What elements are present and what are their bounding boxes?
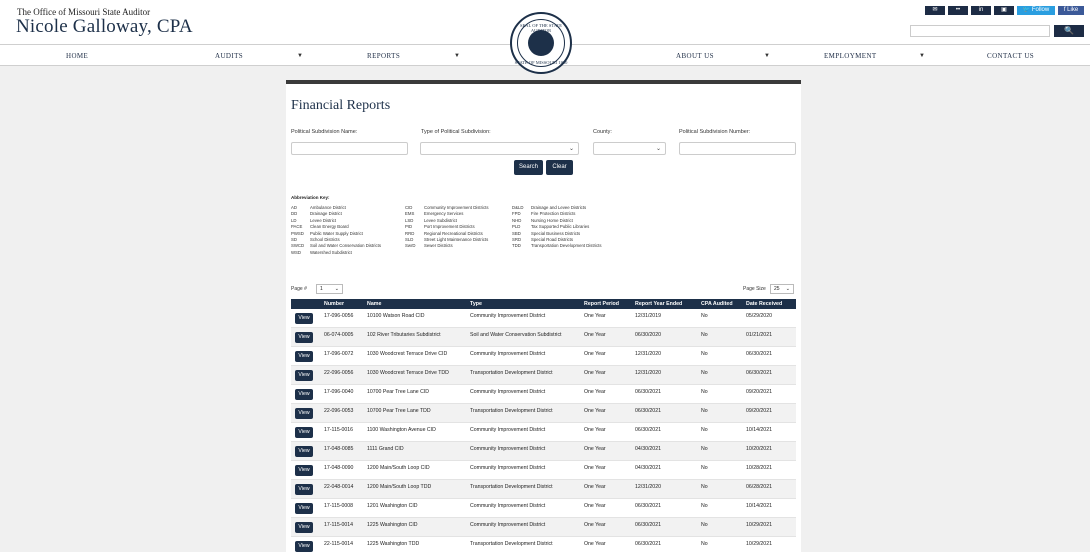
page-number-label: Page # (291, 286, 307, 292)
state-auditor-seal[interactable] (510, 12, 572, 74)
table-row (291, 480, 796, 499)
seal-text-top: SEAL OF THE STATE AUDITOR (519, 23, 563, 33)
cell-name: 1111 Grand CID (367, 446, 404, 452)
subdivision-type-label: Type of Political Subdivision: (421, 129, 491, 135)
cell-period: One Year (584, 332, 606, 338)
county-select[interactable] (593, 142, 666, 155)
abbreviation-item: SBD Special Business Districts (512, 230, 581, 236)
chevron-down-icon[interactable]: ▼ (919, 53, 925, 59)
chevron-down-icon: ⌄ (334, 286, 339, 292)
cell-type: Transportation Development District (470, 408, 553, 414)
cell-cpa-audited: No (701, 313, 708, 319)
cell-year-ended: 12/31/2019 (635, 313, 661, 319)
cell-name: 10700 Pear Tree Lane CID (367, 389, 430, 395)
cell-name: 1200 Main/South Loop CID (367, 465, 430, 471)
cell-period: One Year (584, 446, 606, 452)
abbreviation-item: SLD Street Light Maintenance Districts (405, 237, 489, 243)
abbreviation-key-title: Abbreviation Key: (291, 195, 330, 200)
content-panel (286, 80, 801, 552)
column-header-report-year-ended[interactable]: Report Year Ended (635, 301, 683, 307)
cell-cpa-audited: No (701, 332, 708, 338)
cell-cpa-audited: No (701, 503, 708, 509)
county-label: County: (593, 129, 612, 135)
cell-type: Transportation Development District (470, 541, 553, 547)
cell-year-ended: 04/30/2021 (635, 446, 661, 452)
cell-number: 17-048-0090 (324, 465, 354, 471)
cell-date-received: 09/20/2021 (746, 389, 772, 395)
abbreviation-item: LD Levee District (291, 217, 337, 223)
subdivision-name-label: Political Subdivision Name: (291, 129, 358, 135)
view-button[interactable]: View (295, 484, 313, 495)
cell-date-received: 10/29/2021 (746, 541, 772, 547)
abbreviation-item: PID Port Improvement Districts (405, 224, 475, 230)
abbreviation-item: SD School Districts (291, 237, 340, 243)
linkedin-icon[interactable]: in (971, 6, 991, 15)
view-button[interactable]: View (295, 465, 313, 476)
cell-cpa-audited: No (701, 370, 708, 376)
cell-name: 1100 Washington Avenue CID (367, 427, 436, 433)
cell-date-received: 10/14/2021 (746, 503, 772, 509)
abbreviation-item: PLD Tax Supported Public Libraries (512, 224, 590, 230)
cell-number: 17-115-0016 (324, 427, 354, 433)
cell-cpa-audited: No (701, 389, 708, 395)
cell-date-received: 06/28/2021 (746, 484, 772, 490)
abbreviation-item: SRD Special Road Districts (512, 237, 574, 243)
cell-date-received: 10/14/2021 (746, 427, 772, 433)
cell-number: 06-074-0005 (324, 332, 354, 338)
cell-type: Community Improvement District (470, 351, 546, 357)
cell-year-ended: 06/30/2021 (635, 541, 661, 547)
seal-emblem (528, 30, 554, 56)
cell-date-received: 10/28/2021 (746, 465, 772, 471)
table-row (291, 499, 796, 518)
page-number-select[interactable] (316, 284, 343, 294)
cell-cpa-audited: No (701, 427, 708, 433)
view-button[interactable]: View (295, 351, 313, 362)
abbreviation-item: SwrD Sewer Districts (405, 243, 453, 249)
cell-type: Community Improvement District (470, 427, 546, 433)
view-button[interactable]: View (295, 541, 313, 552)
cell-name: 1030 Woodcrest Terrace Drive TDD (367, 370, 449, 376)
cell-name: 102 River Tributaries Subdistrict (367, 332, 441, 338)
nav-contact-us[interactable]: CONTACT US (987, 52, 1035, 60)
table-row (291, 518, 796, 537)
abbreviation-column-3 (512, 205, 602, 250)
subdivision-name-input[interactable] (291, 142, 408, 155)
cell-period: One Year (584, 370, 606, 376)
nav-employment[interactable]: EMPLOYMENT (824, 52, 877, 60)
abbreviation-item: CID Community Improvement Districts (405, 205, 489, 210)
twitter-follow-button[interactable]: 🐦 Follow Us (1017, 6, 1055, 15)
cell-period: One Year (584, 484, 606, 490)
abbreviation-item: SWCD Soil and Water Conservation Districts (291, 243, 382, 249)
cell-period: One Year (584, 351, 606, 357)
auditor-name[interactable]: Nicole Galloway, CPA (16, 16, 193, 37)
subdivision-type-select[interactable] (420, 142, 579, 155)
table-header (291, 299, 796, 309)
table-row (291, 423, 796, 442)
column-header-name[interactable]: Name (367, 301, 382, 307)
site-search-button[interactable]: 🔍 (1054, 25, 1084, 37)
abbreviation-item: RRD Regional Recreational Districts (405, 230, 483, 236)
abbreviation-item: PACE Clean Energy Board (291, 224, 349, 230)
table-row (291, 404, 796, 423)
cell-period: One Year (584, 465, 606, 471)
cell-date-received: 06/30/2021 (746, 370, 772, 376)
view-button[interactable]: View (295, 370, 313, 381)
chevron-down-icon: ⌄ (785, 286, 790, 292)
abbreviation-item: FPD Fire Protection Districts (512, 211, 576, 217)
cell-cpa-audited: No (701, 446, 708, 452)
view-button[interactable]: View (295, 332, 313, 343)
cell-name: 1200 Main/South Loop TDD (367, 484, 432, 490)
chevron-down-icon[interactable]: ▼ (454, 53, 460, 59)
cell-year-ended: 06/30/2021 (635, 408, 661, 414)
cell-period: One Year (584, 541, 606, 547)
abbreviation-item: DD Drainage District (291, 211, 342, 217)
column-header-date-received[interactable]: Date Received (746, 301, 783, 307)
cell-period: One Year (584, 427, 606, 433)
cell-type: Soil and Water Conservation Subdistrict (470, 332, 562, 338)
cell-year-ended: 12/31/2020 (635, 370, 661, 376)
cell-type: Community Improvement District (470, 389, 546, 395)
abbreviation-column-2 (405, 205, 488, 250)
cell-year-ended: 06/30/2021 (635, 427, 661, 433)
clear-button[interactable]: Clear (546, 160, 573, 175)
view-button[interactable]: View (295, 313, 313, 324)
table-row (291, 366, 796, 385)
cell-name: 1201 Washington CID (367, 503, 418, 509)
cell-period: One Year (584, 503, 606, 509)
chevron-down-icon[interactable]: ▼ (297, 53, 303, 59)
cell-date-received: 06/30/2021 (746, 351, 772, 357)
page-size-value: 25 (774, 286, 780, 292)
page-number-value: 1 (320, 286, 323, 292)
abbreviation-item: PWSD Public Water Supply District (291, 230, 363, 236)
cell-year-ended: 04/30/2021 (635, 465, 661, 471)
cell-year-ended: 06/30/2021 (635, 389, 661, 395)
chevron-down-icon[interactable]: ▼ (764, 53, 770, 59)
table-row (291, 385, 796, 404)
abbreviation-item: LSD Levee Subdistrict (405, 217, 457, 223)
column-header-number[interactable]: Number (324, 301, 345, 307)
cell-date-received: 10/29/2021 (746, 522, 772, 528)
cell-number: 17-048-0085 (324, 446, 354, 452)
chevron-down-icon: ⌄ (568, 146, 574, 152)
cell-year-ended: 12/31/2020 (635, 484, 661, 490)
view-button[interactable]: View (295, 503, 313, 514)
facebook-like-button[interactable]: f Like Us (1058, 6, 1084, 15)
cell-period: One Year (584, 522, 606, 528)
cell-name: 1225 Washington CID (367, 522, 418, 528)
cell-number: 17-115-0008 (324, 503, 354, 509)
abbreviation-item: NHD Nursing Home District (512, 217, 573, 223)
cell-type: Community Improvement District (470, 503, 546, 509)
social-links (925, 6, 1084, 22)
cell-name: 1030 Woodcrest Terrace Drive CID (367, 351, 448, 357)
cell-type: Transportation Development District (470, 484, 553, 490)
page-title: Financial Reports (291, 98, 391, 113)
abbreviation-item: EMS Emergency Services (405, 211, 464, 217)
cell-name: 10700 Pear Tree Lane TDD (367, 408, 431, 414)
cell-type: Community Improvement District (470, 522, 546, 528)
table-row (291, 309, 796, 328)
column-header-type[interactable]: Type (470, 301, 482, 307)
instagram-icon[interactable]: ▣ (994, 6, 1014, 15)
office-subtitle: The Office of Missouri State Auditor (17, 7, 151, 17)
cell-date-received: 01/21/2021 (746, 332, 772, 338)
cell-number: 17-096-0072 (324, 351, 354, 357)
cell-period: One Year (584, 408, 606, 414)
cell-cpa-audited: No (701, 541, 708, 547)
subdivision-number-label: Political Subdivision Number: (679, 129, 751, 135)
table-row (291, 442, 796, 461)
cell-name: 1225 Washington TDD (367, 541, 420, 547)
cell-number: 22-096-0053 (324, 408, 354, 414)
nav-home[interactable]: HOME (66, 52, 89, 60)
abbreviation-column-1 (291, 205, 381, 256)
chevron-down-icon: ⌄ (655, 146, 661, 152)
cell-cpa-audited: No (701, 484, 708, 490)
cell-year-ended: 12/31/2020 (635, 351, 661, 357)
nav-about-us[interactable]: ABOUT US (676, 52, 714, 60)
cell-type: Community Improvement District (470, 446, 546, 452)
site-search-input[interactable] (910, 25, 1050, 37)
flickr-icon[interactable]: •• (948, 6, 968, 15)
cell-number: 22-048-0014 (324, 484, 354, 490)
cell-number: 17-096-0040 (324, 389, 354, 395)
cell-type: Transportation Development District (470, 370, 553, 376)
seal-text-bottom: STATE OF MISSOURI 1820 (514, 60, 568, 65)
subdivision-number-input[interactable] (679, 142, 796, 155)
abbreviation-item: TDD Transportation Development Districts (512, 243, 602, 249)
email-icon[interactable]: ✉ (925, 6, 945, 15)
abbreviation-item: WSD Watershed Subdistrict (291, 249, 352, 255)
cell-type: Community Improvement District (470, 465, 546, 471)
column-header-report-period[interactable]: Report Period (584, 301, 620, 307)
cell-number: 17-115-0014 (324, 522, 354, 528)
cell-year-ended: 06/30/2021 (635, 522, 661, 528)
cell-cpa-audited: No (701, 408, 708, 414)
cell-date-received: 05/29/2020 (746, 313, 772, 319)
cell-cpa-audited: No (701, 351, 708, 357)
cell-number: 22-096-0056 (324, 370, 354, 376)
table-row (291, 328, 796, 347)
cell-period: One Year (584, 313, 606, 319)
abbreviation-item: D&LD Drainage and Levee Districts (512, 205, 587, 210)
cell-date-received: 09/20/2021 (746, 408, 772, 414)
page-size-label: Page Size (743, 286, 766, 292)
column-header-cpa-audited[interactable]: CPA Audited (701, 301, 733, 307)
cell-number: 17-096-0056 (324, 313, 354, 319)
table-row (291, 537, 796, 552)
view-button[interactable]: View (295, 522, 313, 533)
view-button[interactable]: View (295, 427, 313, 438)
abbreviation-item: AD Ambulance District (291, 205, 346, 210)
table-row (291, 347, 796, 366)
view-button[interactable]: View (295, 446, 313, 457)
cell-name: 10100 Watson Road CID (367, 313, 425, 319)
cell-period: One Year (584, 389, 606, 395)
view-button[interactable]: View (295, 408, 313, 419)
search-button[interactable]: Search (514, 160, 543, 175)
table-row (291, 461, 796, 480)
cell-cpa-audited: No (701, 465, 708, 471)
cell-year-ended: 06/30/2020 (635, 332, 661, 338)
cell-type: Community Improvement District (470, 313, 546, 319)
cell-year-ended: 06/30/2021 (635, 503, 661, 509)
cell-cpa-audited: No (701, 522, 708, 528)
cell-date-received: 10/20/2021 (746, 446, 772, 452)
page-size-select[interactable] (770, 284, 794, 294)
cell-number: 22-115-0014 (324, 541, 354, 547)
nav-reports[interactable]: REPORTS (367, 52, 401, 60)
nav-audits[interactable]: AUDITS (215, 52, 244, 60)
view-button[interactable]: View (295, 389, 313, 400)
